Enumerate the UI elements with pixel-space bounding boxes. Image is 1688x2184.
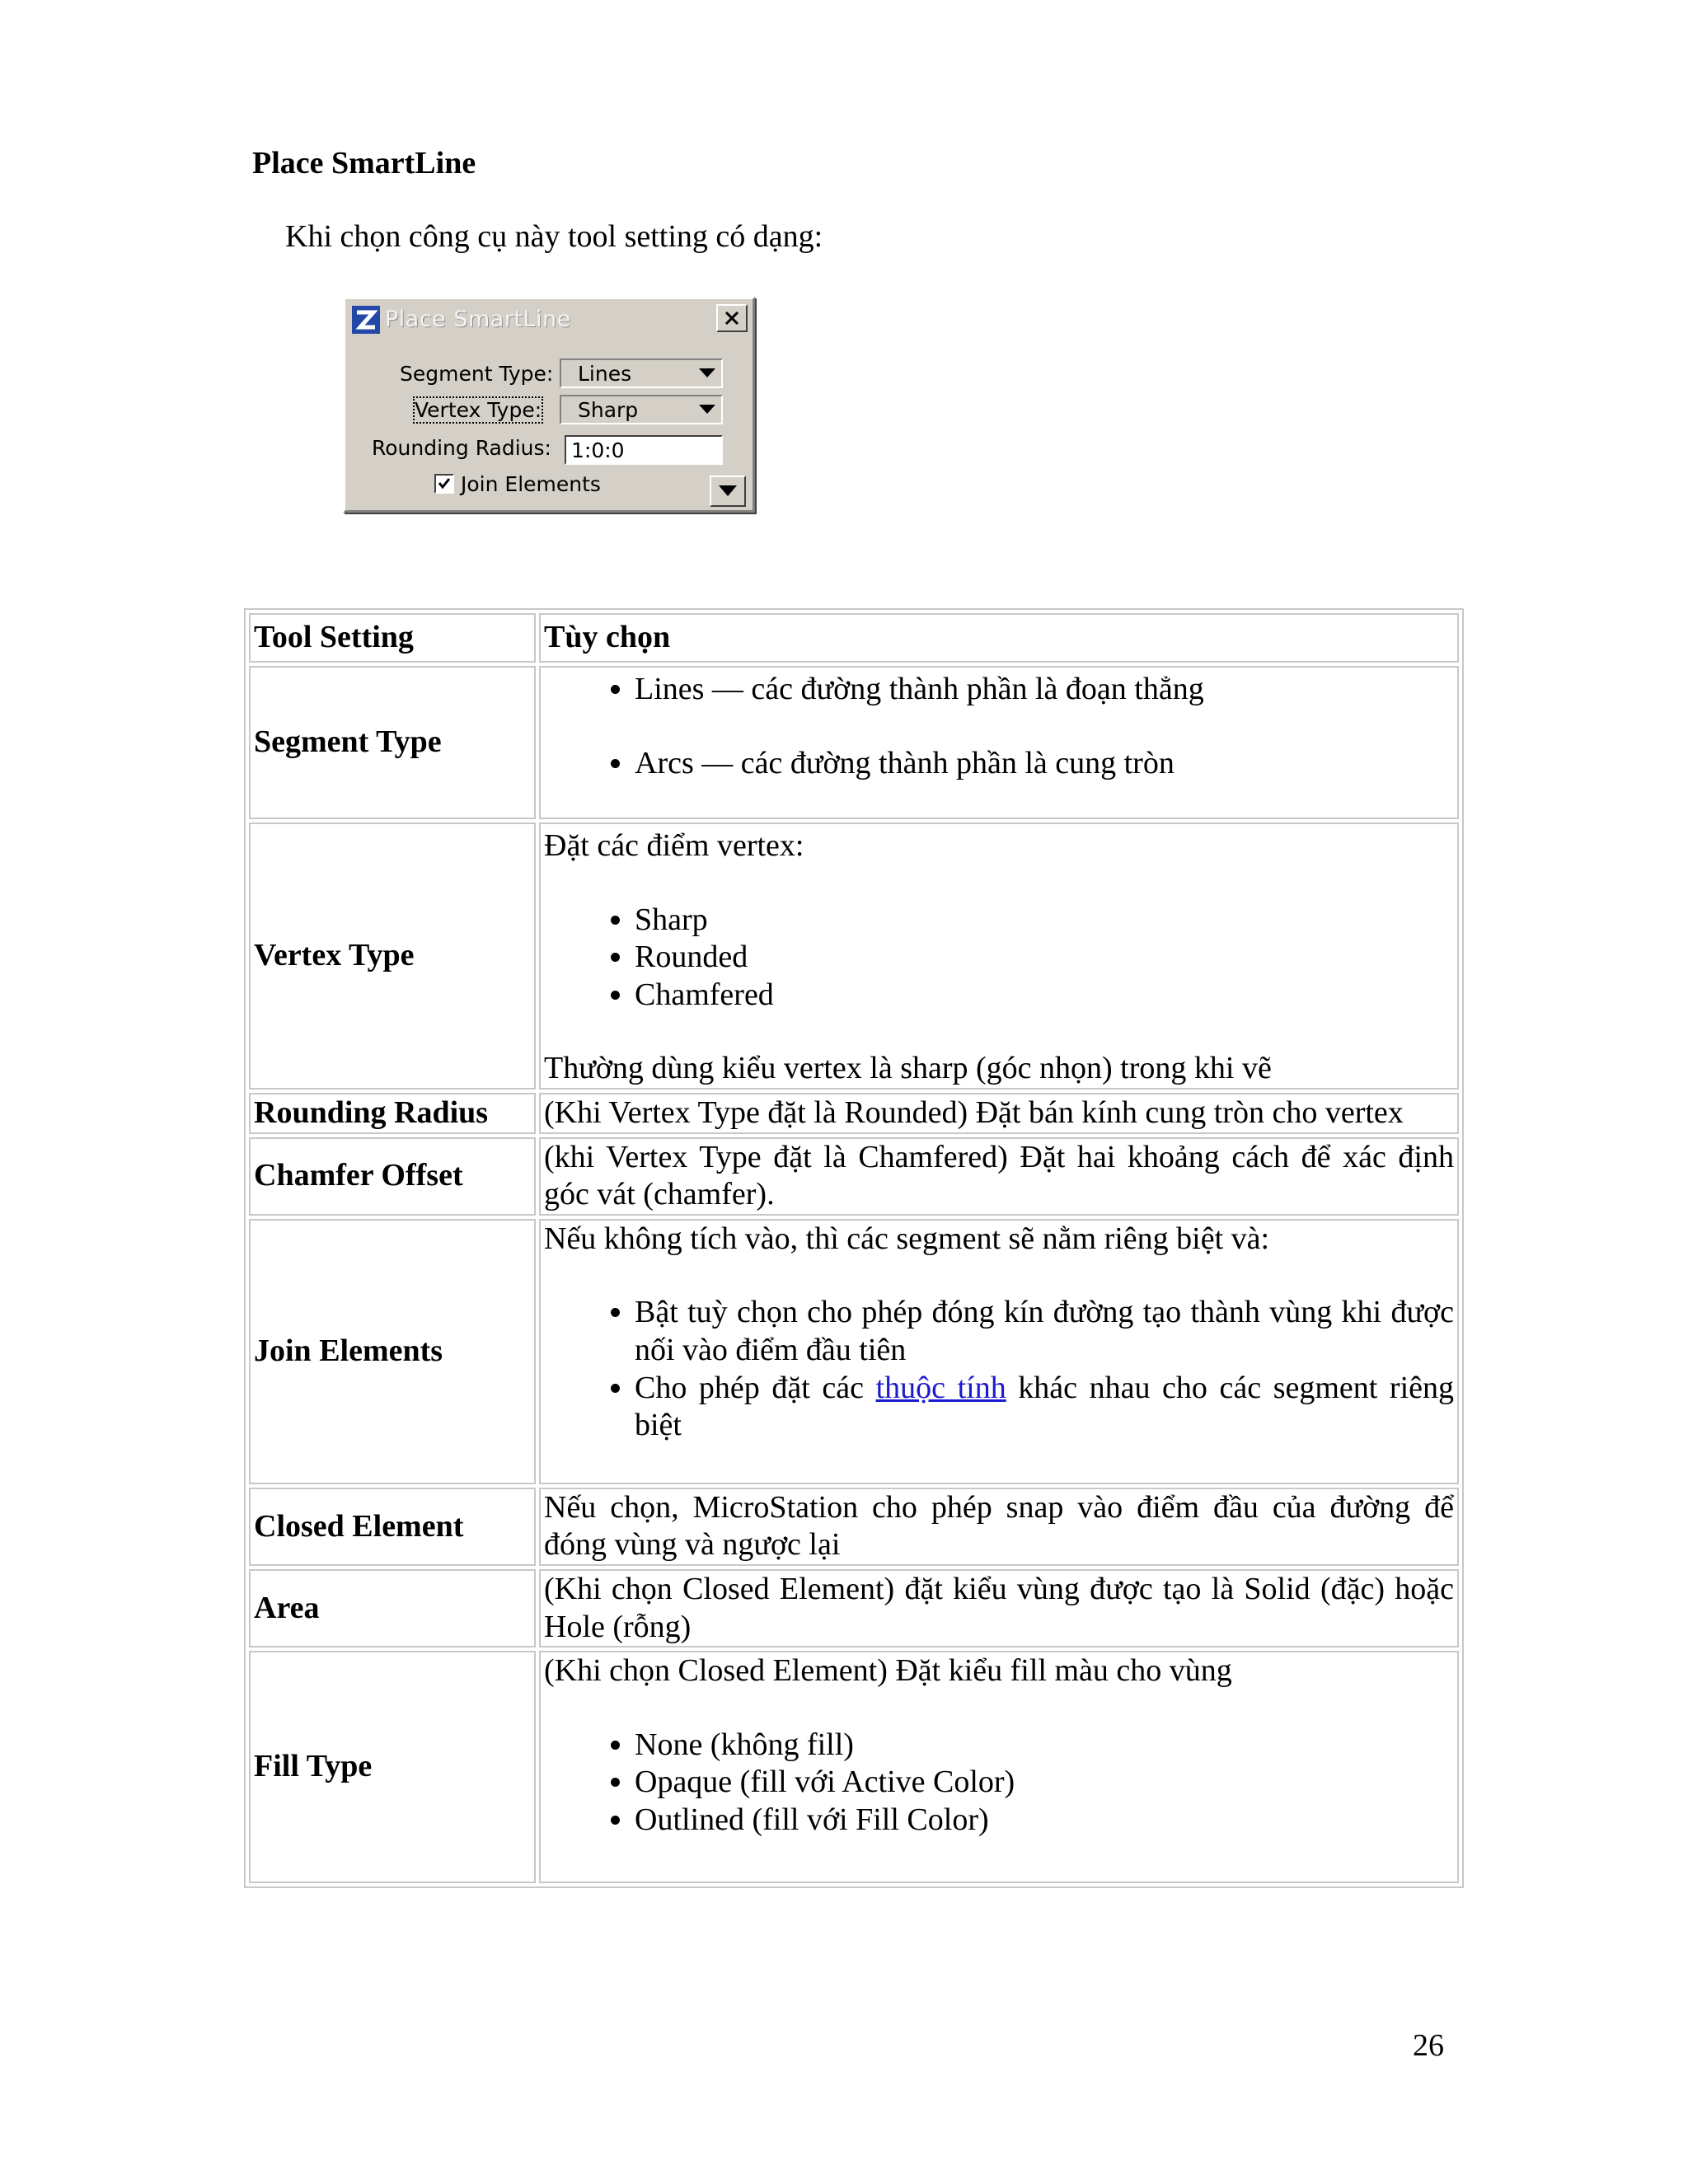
join-elements-checkbox[interactable] [434, 474, 454, 494]
list-item: • Rounded [635, 939, 1454, 977]
rounding-radius-label: Rounding Radius: [372, 436, 551, 460]
list-item: • Sharp [635, 902, 1454, 940]
row-desc-area [539, 1569, 1459, 1647]
row-label-closed-element: Closed Element [249, 1488, 536, 1566]
vertex-type-select[interactable] [560, 395, 723, 424]
row-desc-join-elements [539, 1219, 1459, 1484]
checkmark-icon [437, 476, 452, 491]
dialog-title: Place SmartLine [385, 307, 571, 332]
rounding-radius-input[interactable] [565, 435, 723, 465]
list-item-text: Cho phép đặt các [635, 1370, 876, 1405]
table-row [249, 1651, 1459, 1883]
rounding-radius-value: 1:0:0 [571, 438, 625, 462]
dialog-titlebar[interactable] [349, 302, 749, 335]
row-label-rounding-radius: Rounding Radius [249, 1093, 536, 1134]
list-item: • Outlined (fill với Fill Color) [635, 1802, 1454, 1840]
row-label-fill-type: Fill Type [249, 1651, 536, 1883]
segment-type-select[interactable] [560, 359, 723, 388]
row-desc-chamfer-offset [539, 1137, 1459, 1216]
close-icon [724, 310, 740, 326]
page-number: 26 [1413, 2028, 1444, 2063]
section-heading: Place SmartLine [252, 146, 476, 180]
row-label-join-elements: Join Elements [249, 1219, 536, 1484]
list-item: • Arcs — các đường thành phần là cung tròn [635, 745, 1454, 783]
chevron-down-icon[interactable] [695, 398, 720, 421]
list-item: • Bật tuỳ chọn cho phép đóng kín đường tạo thành vùng khi được nối vào điểm đầu tiên [635, 1294, 1454, 1369]
list-item [635, 1370, 1454, 1445]
header-options: Tùy chọn [539, 613, 1459, 663]
chevron-down-icon [719, 485, 737, 497]
row-label-vertex-type: Vertex Type [249, 823, 536, 1090]
list-item: • Lines — các đường thành phần là đoạn thẳng [635, 671, 1454, 709]
closed-element-desc: Nếu chọn, MicroStation cho phép snap vào điểm đầu của đường để đóng vùng và ngược lại [544, 1489, 1454, 1563]
header-tool-setting: Tool Setting [249, 613, 536, 663]
table-row [249, 823, 1459, 1090]
segment-type-value: Lines [578, 362, 632, 386]
row-desc-closed-element [539, 1488, 1459, 1566]
table-row [249, 1569, 1459, 1647]
row-label-area: Area [249, 1569, 536, 1647]
table-header-row [249, 613, 1459, 663]
table-row [249, 666, 1459, 819]
chevron-down-icon[interactable] [695, 362, 720, 385]
table-row [249, 1137, 1459, 1216]
close-button[interactable] [716, 304, 748, 332]
row-label-segment-type: Segment Type [249, 666, 536, 819]
tool-settings-dialog [343, 297, 755, 513]
row-desc-segment-type [539, 666, 1459, 819]
row-desc-vertex-type [539, 823, 1459, 1090]
table-row [249, 1488, 1459, 1566]
vertex-intro: Đặt các điểm vertex: [544, 828, 804, 863]
list-item: • None (không fill) [635, 1727, 1454, 1765]
chamfer-offset-desc: (khi Vertex Type đặt là Chamfered) Đặt hai khoảng cách để xác định góc vát (chamfer). [544, 1139, 1454, 1212]
list-item: • Chamfered [635, 977, 1454, 1015]
tool-settings-table [244, 608, 1464, 1888]
attributes-link[interactable]: thuộc tính [875, 1370, 1006, 1405]
vertex-note: Thường dùng kiểu vertex là sharp (góc nhọn) trong khi vẽ [544, 1051, 1272, 1086]
vertex-type-value: Sharp [578, 398, 639, 422]
fill-type-intro: (Khi chọn Closed Element) Đặt kiểu fill màu cho vùng [544, 1653, 1232, 1689]
rounding-radius-desc: (Khi Vertex Type đặt là Rounded) Đặt bán kính cung tròn cho vertex [544, 1094, 1404, 1130]
segment-type-label: Segment Type: [400, 362, 554, 386]
row-desc-fill-type [539, 1651, 1459, 1883]
list-item-text: khác nhau cho các segment riêng biệt [635, 1370, 1454, 1443]
table-row [249, 1093, 1459, 1134]
intro-text: Khi chọn công cụ này tool setting có dạng: [285, 219, 823, 254]
vertex-type-label: Vertex Type: [415, 398, 542, 422]
join-elements-label: Join Elements [461, 472, 601, 496]
row-desc-rounding-radius [539, 1093, 1459, 1134]
area-desc: (Khi chọn Closed Element) đặt kiểu vùng được tạo là Solid (đặc) hoặc Hole (rỗng) [544, 1571, 1454, 1644]
join-elements-intro: Nếu không tích vào, thì các segment sẽ nằm riêng biệt và: [544, 1221, 1270, 1256]
list-item: • Opaque (fill với Active Color) [635, 1764, 1454, 1802]
row-label-chamfer-offset: Chamfer Offset [249, 1137, 536, 1216]
expand-button[interactable] [710, 476, 746, 507]
table-row [249, 1219, 1459, 1484]
microstation-app-icon [352, 306, 380, 334]
